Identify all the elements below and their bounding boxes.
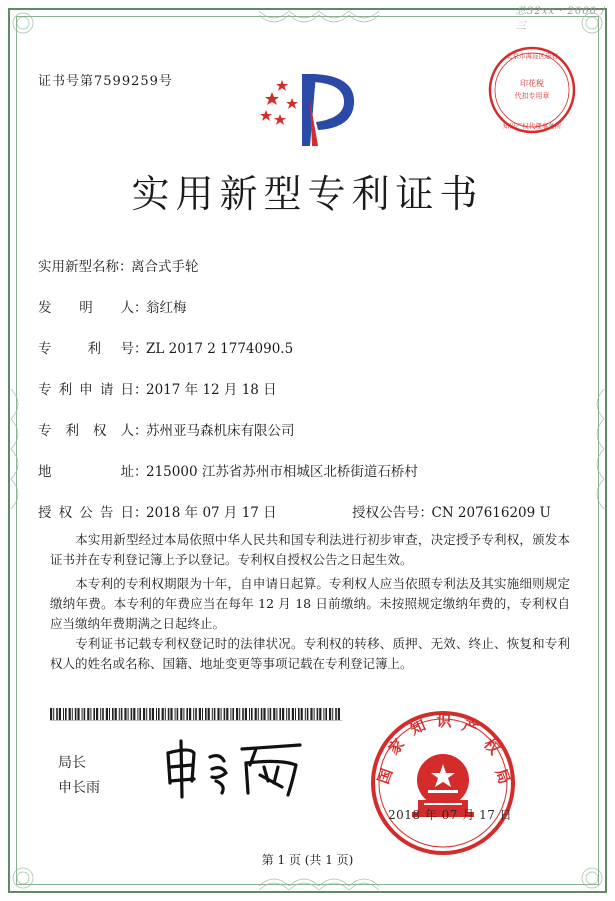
barcode <box>50 705 342 717</box>
barcode-bar <box>263 708 265 720</box>
barcode-bar <box>168 708 170 720</box>
field-value: 离合式手轮 <box>131 259 199 275</box>
barcode-bar <box>56 708 58 720</box>
barcode-bar <box>242 708 244 720</box>
barcode-bar <box>158 708 160 720</box>
svg-text:印花税: 印花税 <box>520 79 544 88</box>
barcode-bar <box>314 708 315 720</box>
barcode-bar <box>317 708 319 720</box>
barcode-bar <box>323 708 324 720</box>
barcode-bar <box>180 708 182 720</box>
barcode-bar <box>65 708 67 720</box>
paragraph-text: 本实用新型经过本局依照中华人民共和国专利法进行初步审查，决定授予专利权，颁发本证书并在专利登记簿上予以登记。专利权自授权公告之日起生效。 <box>50 532 570 567</box>
barcode-bar <box>276 708 277 720</box>
barcode-bar <box>72 708 73 720</box>
svg-text:国: 国 <box>374 766 397 787</box>
barcode-bar <box>137 708 138 720</box>
barcode-bar <box>249 708 250 720</box>
page-number: 第 1 页 (共 1 页) <box>261 853 354 867</box>
barcode-bar <box>279 708 281 720</box>
barcode-bar <box>239 708 240 720</box>
barcode-bar <box>261 708 263 720</box>
field-value: ZL 2017 2 1774090.5 <box>146 341 294 357</box>
barcode-bar <box>106 708 108 720</box>
field-value: 苏州亚马森机床有限公司 <box>146 423 295 439</box>
barcode-bar <box>75 708 77 720</box>
barcode-bar <box>100 708 101 720</box>
barcode-bar <box>128 708 129 720</box>
barcode-bar <box>82 708 83 720</box>
barcode-bar <box>298 708 300 720</box>
barcode-bar <box>282 708 284 720</box>
tax-stamp-seal <box>486 44 578 136</box>
field-label: 专 利 号 <box>38 341 134 357</box>
field-address: 地 址：215000 江苏省苏州市相城区北桥街道石桥村 <box>38 460 418 480</box>
barcode-bar <box>162 708 164 720</box>
barcode-bar <box>292 708 294 720</box>
field-value: 2018 年 07 月 17 日 <box>146 505 277 521</box>
barcode-bar <box>202 708 203 720</box>
barcode-bar <box>102 708 104 720</box>
paragraph-text: 专利证书记载专利权登记时的法律状况。专利权的转移、质押、无效、终止、恢复和专利权人的姓名或名称、国籍、地址变更等事项记载在专利登记簿上。 <box>50 636 570 671</box>
field-value: 翁红梅 <box>146 300 187 316</box>
barcode-bar <box>115 708 117 720</box>
field-patentee: 专 利 权 人：苏州亚马森机床有限公司 <box>38 419 295 439</box>
barcode-bar <box>286 708 287 720</box>
barcode-bar <box>119 708 120 720</box>
barcode-bar <box>131 708 133 720</box>
barcode-bar <box>221 708 222 720</box>
director-signature <box>160 735 310 800</box>
field-label: 授权公告日 <box>38 505 134 521</box>
barcode-bar <box>301 708 303 720</box>
barcode-bar <box>124 708 126 720</box>
director-title: 局长 <box>58 755 86 771</box>
barcode-bar <box>69 708 71 720</box>
barcode-bar <box>258 708 259 720</box>
field-label: 专 利 权 人 <box>38 423 134 439</box>
official-seal <box>368 708 518 858</box>
cnipa-logo <box>258 70 366 150</box>
field-filing-date: 专利申请日：2017 年 12 月 18 日 <box>38 378 277 398</box>
field-label: 专利申请日 <box>38 382 134 398</box>
barcode-bar <box>230 708 231 720</box>
svg-text:代扣专用章: 代扣专用章 <box>514 92 550 100</box>
field-inventor: 发 明 人：翁红梅 <box>38 296 187 316</box>
barcode-bar <box>310 708 312 720</box>
svg-text:产: 产 <box>459 716 481 739</box>
barcode-bar <box>186 708 188 720</box>
barcode-bar <box>273 708 275 720</box>
barcode-bar <box>338 708 340 720</box>
paragraph-term <box>50 574 570 634</box>
barcode-bar <box>87 708 89 720</box>
field-patent-number: 专 利 号：ZL 2017 2 1774090.5 <box>38 337 293 357</box>
field-label: 实用新型名称 <box>38 259 119 275</box>
barcode-bar <box>255 708 257 720</box>
svg-text:权: 权 <box>480 735 504 759</box>
svg-text:知: 知 <box>407 716 429 739</box>
barcode-bar <box>212 708 213 720</box>
paragraph-text: 本专利的专利权期限为十年，自申请日起算。专利权人应当依照专利法及其实施细则规定缴纳年费。本专利的年费应当在每年 12 月 18 日前缴纳。未按照规定缴纳年费的，专利权自应当缴纳年费期满之日起终止。 <box>50 576 570 631</box>
barcode-bar <box>245 708 247 720</box>
barcode-bar <box>59 708 61 720</box>
barcode-bar <box>332 708 333 720</box>
barcode-bar <box>236 708 238 720</box>
barcode-bar <box>50 708 52 720</box>
barcode-bar <box>224 708 226 720</box>
barcode-bar <box>165 708 166 720</box>
field-value: 2017 年 12 月 18 日 <box>146 382 277 398</box>
barcode-bar <box>232 708 234 720</box>
barcode-bar <box>112 708 114 720</box>
barcode-bar <box>305 708 306 720</box>
barcode-bar <box>183 708 184 720</box>
barcode-bar <box>121 708 123 720</box>
barcode-bar <box>217 708 219 720</box>
barcode-bar <box>251 708 253 720</box>
field-utility-model-name: 实用新型名称：离合式手轮 <box>38 255 199 275</box>
field-label: 授权公告号 <box>352 505 420 521</box>
certificate-number: 证书号第7599259号 <box>38 74 173 89</box>
barcode-bar <box>319 708 321 720</box>
barcode-bar <box>156 708 157 720</box>
field-label: 地 址 <box>38 464 134 480</box>
barcode-bar <box>143 708 145 720</box>
barcode-bar <box>226 708 228 720</box>
barcode-bar <box>214 708 216 720</box>
barcode-bar <box>270 708 272 720</box>
field-value: CN 207616209 U <box>431 505 551 521</box>
field-value: 215000 江苏省苏州市相城区北桥街道石桥村 <box>146 464 418 480</box>
svg-text:识: 识 <box>436 712 452 730</box>
barcode-bar <box>84 708 86 720</box>
svg-text:北京市海淀区磁石: 北京市海淀区磁石 <box>506 52 558 60</box>
barcode-bar <box>96 708 98 720</box>
paragraph-legal-status <box>50 634 570 674</box>
barcode-bar <box>90 708 91 720</box>
handwritten-note: 总32xx · 2060 / 三 <box>516 6 606 32</box>
barcode-bar <box>146 708 147 720</box>
svg-text:局: 局 <box>491 766 514 787</box>
barcode-bar <box>268 708 269 720</box>
barcode-bar <box>177 708 179 720</box>
barcode-bar <box>199 708 201 720</box>
director-name: 申长雨 <box>58 780 100 796</box>
barcode-bar <box>63 708 64 720</box>
barcode-bar <box>325 708 327 720</box>
barcode-bar <box>77 708 79 720</box>
barcode-bar <box>175 708 176 720</box>
document-title: 实用新型专利证书 <box>131 172 484 216</box>
field-grant-date: 授权公告日：2018 年 07 月 17 日 <box>38 501 277 521</box>
barcode-bar <box>307 708 309 720</box>
barcode-bar <box>335 708 337 720</box>
barcode-bar <box>149 708 151 720</box>
barcode-bar <box>189 708 191 720</box>
barcode-bar <box>329 708 331 720</box>
field-label: 发 明 人 <box>38 300 134 316</box>
barcode-bar <box>205 708 207 720</box>
barcode-bar <box>288 708 290 720</box>
svg-text:知识产权代理事务所: 知识产权代理事务所 <box>502 122 562 130</box>
svg-text:家: 家 <box>384 735 408 759</box>
field-grant-number: 授权公告号：CN 207616209 U <box>352 501 551 521</box>
barcode-bar <box>193 708 194 720</box>
barcode-bar <box>109 708 110 720</box>
barcode-bar <box>295 708 296 720</box>
barcode-bar <box>53 708 54 720</box>
barcode-bar <box>133 708 135 720</box>
paragraph-grant <box>50 530 570 570</box>
barcode-bar <box>170 708 172 720</box>
separator-line <box>50 720 342 721</box>
barcode-bar <box>152 708 154 720</box>
barcode-bar <box>195 708 197 720</box>
seal-date: 2018 年 07 月 17 日 <box>388 808 513 822</box>
barcode-bar <box>208 708 210 720</box>
barcode-bar <box>139 708 141 720</box>
barcode-bar <box>93 708 95 720</box>
